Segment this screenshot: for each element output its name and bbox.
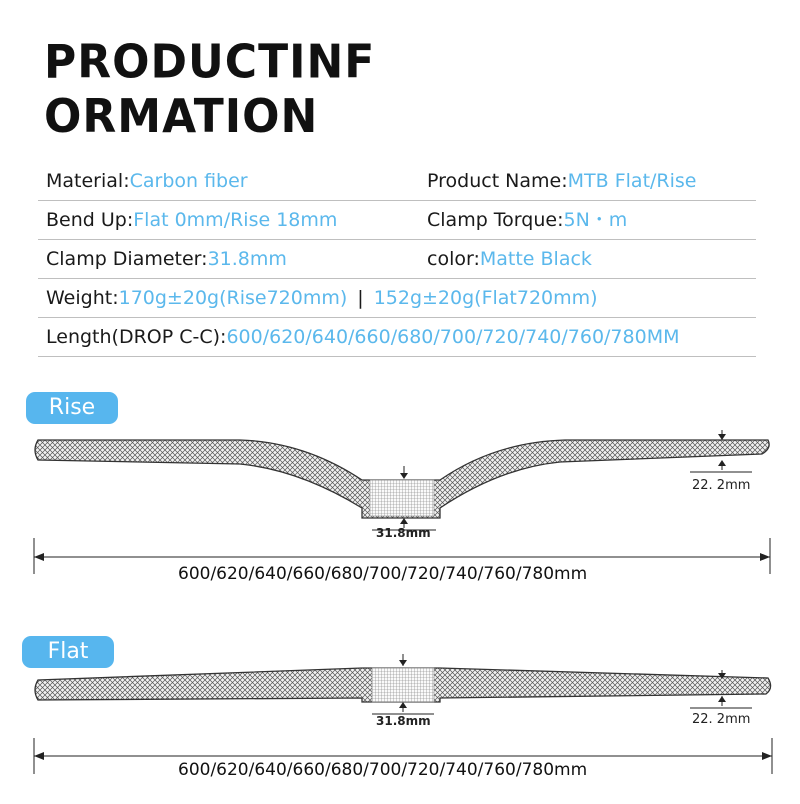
flat-badge: Flat [22, 636, 114, 668]
spec-row-diameter [38, 240, 756, 279]
title-line-1: PRODUCTINF [44, 35, 376, 89]
clamp-diameter-label: Clamp Diameter: [46, 248, 208, 270]
weight-rise-value: 170g±20g(Rise720mm) [118, 287, 348, 309]
clamp-diameter-value: 31.8mm [207, 248, 287, 270]
rise-badge: Rise [26, 392, 118, 424]
weight-label: Weight: [46, 287, 119, 309]
spec-table [38, 162, 756, 357]
rise-end-dimension: 22. 2mm [692, 478, 751, 493]
rise-clamp-dimension: 31.8mm [376, 526, 431, 540]
color-label: color: [427, 248, 480, 270]
page-title [44, 35, 375, 144]
flat-clamp-area [372, 668, 434, 702]
material-label: Material: [46, 170, 130, 192]
rise-length-label: 600/620/640/660/680/700/720/740/760/780mm [178, 564, 588, 584]
flat-clamp-dimension: 31.8mm [376, 714, 431, 728]
spec-row-material [38, 162, 756, 201]
rise-handlebar-diagram [0, 420, 800, 600]
weight-flat-value: 152g±20g(Flat720mm) [373, 287, 598, 309]
flat-handlebar-diagram [0, 650, 800, 800]
color-value: Matte Black [479, 248, 592, 270]
rise-clamp-area [370, 480, 434, 516]
spec-row-length [38, 318, 756, 357]
spec-row-bend [38, 201, 756, 240]
weight-separator: | [357, 287, 364, 309]
flat-length-label: 600/620/640/660/680/700/720/740/760/780mm [178, 760, 588, 780]
flat-end-dimension: 22. 2mm [692, 712, 751, 727]
material-value: Carbon fiber [129, 170, 248, 192]
product-name-label: Product Name: [427, 170, 568, 192]
spec-row-weight [38, 279, 756, 318]
clamp-torque-label: Clamp Torque: [427, 209, 564, 231]
clamp-torque-value: 5N・m [563, 209, 628, 231]
title-line-2: ORMATION [44, 90, 319, 144]
bend-up-value: Flat 0mm/Rise 18mm [133, 209, 338, 231]
length-label: Length(DROP C-C): [46, 326, 227, 348]
bend-up-label: Bend Up: [46, 209, 134, 231]
length-value: 600/620/640/660/680/700/720/740/760/780MM [226, 326, 680, 348]
product-name-value: MTB Flat/Rise [567, 170, 697, 192]
